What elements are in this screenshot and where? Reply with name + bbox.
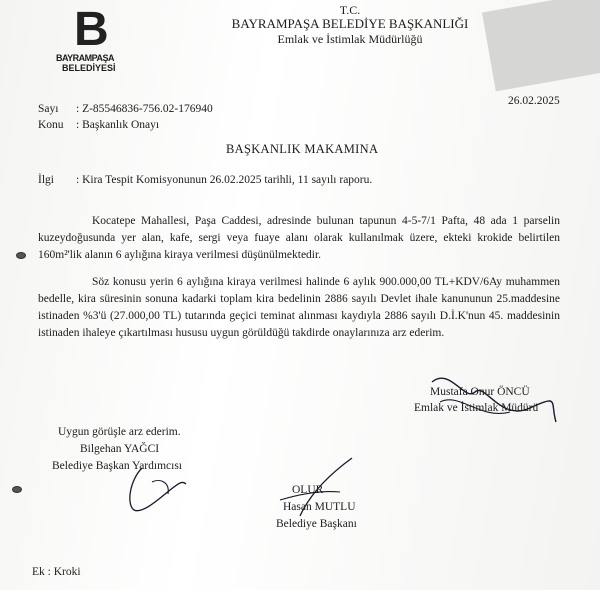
header-municipality: BAYRAMPAŞA BELEDİYE BAŞKANLIĞI (231, 16, 469, 31)
konu-label: Konu (38, 119, 64, 131)
mayor-name: Hasan MUTLU (283, 501, 356, 513)
konu-value: : Başkanlık Onayı (76, 119, 160, 131)
municipality-logo (52, 3, 122, 78)
document-title: BAŞKANLIK MAKAMINA (226, 142, 379, 156)
deputy-note: Uygun görüşle arz ederim. (58, 426, 181, 438)
sayi-value: : Z-85546836-756.02-176940 (76, 103, 213, 115)
deputy-signature (112, 460, 202, 520)
punch-hole-top (16, 252, 26, 259)
ilgi-row (38, 174, 372, 186)
deputy-name: Bilgehan YAĞCI (80, 443, 160, 455)
deputy-title: Belediye Başkan Yardımcısı (52, 460, 182, 472)
header-department: Emlak ve İstimlak Müdürlüğü (277, 32, 423, 46)
body-paragraph-2: Söz konusu yerin 6 aylığına kiraya verilmesi halinde 6 aylık 900.000,00 TL+KDV/6Ay muhammen bedelle, kira süresinin sonuna kadarki toplam kira bedelinin 2886 sayılı Devlet ihale kanununun 25.maddesine istinaden %3'ü (27.000,00 TL) tutarında geçici teminat alınması kaydıyla 2886 sayılı D.İ.K'nun 45. maddesinin istinaden ihaleye çıkartılması hususu uygun görüldüğü takdirde onaylarınıza arz ederim. (38, 276, 560, 339)
director-title: Emlak ve İstimlak Müdürü (414, 402, 539, 414)
punch-hole-bottom (12, 486, 22, 493)
body-paragraph-1: Kocatepe Mahallesi, Paşa Caddesi, adresinde bulunan tapunun 4-5-7/1 Pafta, 48 ada 1 parselin kuzeydoğusunda yer alan, kafe, sergi veya fuaye alanı olarak kullanılmak üzere, ekteki krokide belirtilen 160m²'lik alanın 6 aylığına kiraya verilmesi düşünülmektedir. (38, 215, 560, 261)
logo-text-line1: BAYRAMPAŞA (56, 53, 115, 63)
document-date: 26.02.2025 (508, 95, 560, 107)
sayi-row (38, 103, 213, 115)
konu-row (38, 119, 159, 131)
attachment-note: Ek : Kroki (32, 566, 81, 578)
mayor-approval: OLUR (292, 484, 324, 496)
ilgi-label: İlgi (38, 174, 54, 186)
ilgi-value: : Kira Tespit Komisyonunun 26.02.2025 tarihli, 11 sayılı raporu. (76, 174, 373, 186)
sayi-label: Sayı (38, 103, 59, 115)
header-tc: T.C. (339, 3, 361, 17)
mayor-title: Belediye Başkanı (276, 518, 357, 530)
director-name: Mustafa Onur ÖNCÜ (430, 386, 530, 398)
logo-letter: B (74, 3, 109, 56)
logo-text-line2: BELEDİYESİ (62, 63, 116, 73)
